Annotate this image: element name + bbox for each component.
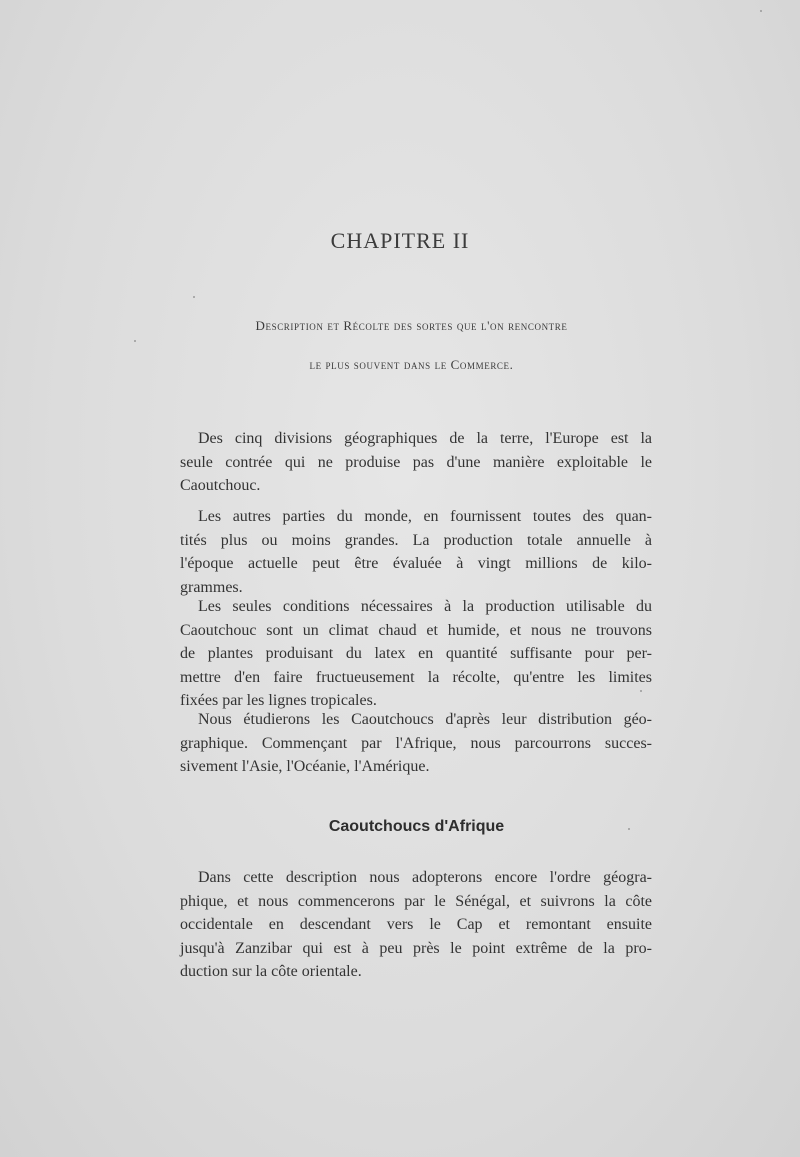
- text-line: sivement l'Asie, l'Océanie, l'Amérique.: [180, 758, 430, 775]
- text-line: tités plus ou moins grandes. La production totale annuelle à: [180, 531, 652, 549]
- scan-speck: [193, 296, 195, 298]
- text-line: Les seules conditions nécessaires à la production utilisable du: [198, 598, 652, 615]
- section-heading: Caoutchoucs d'Afrique: [328, 818, 505, 835]
- chapter-subtitle-line-2: le plus souvent dans le Commerce.: [309, 357, 514, 372]
- text-line: Les autres parties du monde, en fournissent toutes des quan-: [198, 508, 652, 525]
- intro-paragraph-4: [180, 708, 652, 779]
- text-line: phique, et nous commencerons par le Sénégal, et suivrons la côte: [180, 892, 652, 910]
- text-line: Caoutchouc sont un climat chaud et humide, et nous ne trouvons: [180, 621, 652, 639]
- text-line: jusqu'à Zanzibar qui est à peu près le point extrême de la pro-: [180, 939, 652, 957]
- intro-paragraph-3: [180, 595, 652, 713]
- chapter-subtitle-line-1: Description et Récolte des sortes que l'on rencontre: [255, 318, 568, 333]
- text-line: graphique. Commençant par l'Afrique, nous parcourrons succes-: [180, 734, 652, 752]
- text-line: seule contrée qui ne produise pas d'une manière exploitable le: [180, 453, 652, 471]
- text-line: Caoutchouc.: [180, 477, 261, 494]
- section-paragraph: [180, 866, 652, 984]
- text-line: Des cinq divisions géographiques de la terre, l'Europe est la: [198, 430, 652, 447]
- text-line: l'époque actuelle peut être évaluée à vingt millions de kilo-: [180, 555, 652, 572]
- scan-speck: [760, 10, 762, 12]
- text-line: fixées par les lignes tropicales.: [180, 692, 377, 709]
- text-line: duction sur la côte orientale.: [180, 963, 362, 980]
- scan-speck: [640, 690, 642, 692]
- text-line: mettre d'en faire fructueusement la récolte, qu'entre les limites: [180, 668, 652, 686]
- chapter-title: CHAPITRE II: [330, 228, 470, 253]
- text-line: Dans cette description nous adopterons encore l'ordre géogra-: [198, 869, 652, 886]
- text-line: occidentale en descendant vers le Cap et remontant ensuite: [180, 916, 652, 933]
- intro-paragraph-1: [180, 427, 652, 498]
- intro-paragraph-2: [180, 505, 652, 599]
- text-line: grammes.: [180, 578, 243, 596]
- scan-speck: [134, 340, 136, 342]
- scan-speck: [628, 828, 630, 830]
- text-line: Nous étudierons les Caoutchoucs d'après leur distribution géo-: [198, 711, 652, 728]
- text-line: de plantes produisant du latex en quantité suffisante pour per-: [180, 645, 652, 662]
